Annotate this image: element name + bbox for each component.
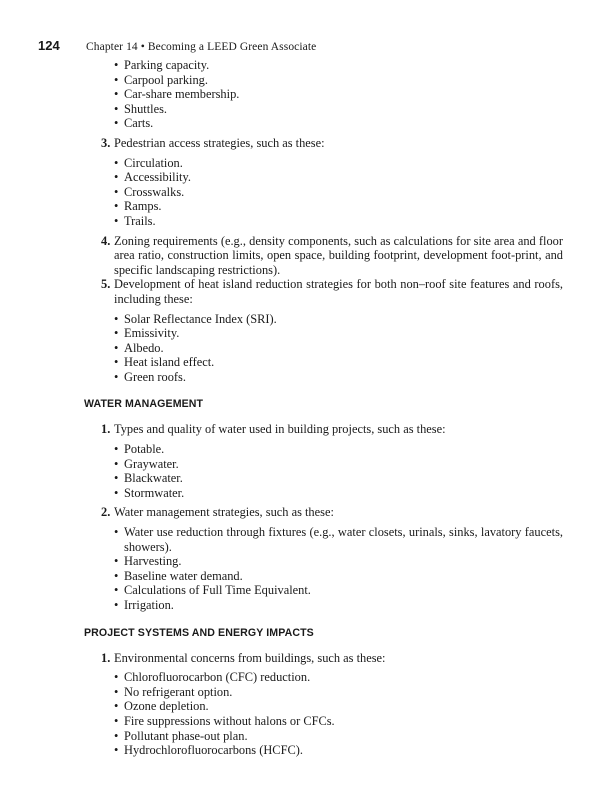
item-number: 1. [101, 422, 111, 437]
bullet-icon: • [114, 355, 119, 370]
list-item: • Graywater. [114, 456, 179, 471]
list-item: • Baseline water demand. [114, 568, 243, 583]
bullet-icon: • [114, 369, 119, 384]
list-item: • Albedo. [114, 340, 164, 355]
list-item: • Pollutant phase-out plan. [114, 728, 248, 743]
list-item: • Ramps. [114, 199, 162, 214]
bullet-icon: • [114, 87, 119, 102]
list-item: • Shuttles. [114, 101, 168, 116]
list-item: • Potable. [114, 442, 165, 457]
list-item: • Car-share membership. [114, 87, 240, 102]
list-item: • Carpool parking. [114, 72, 208, 87]
list-item: • Harvesting. [114, 554, 182, 569]
bullet-icon: • [114, 58, 119, 72]
numbered-item [0, 505, 601, 520]
bullet-icon: • [114, 525, 119, 540]
list-item: • Blackwater. [114, 471, 183, 486]
bullet-icon: • [114, 583, 119, 598]
bullet-list [0, 312, 601, 385]
list-item: • Fire suppressions without halons or CFCs. [114, 713, 335, 728]
list-item: • Calculations of Full Time Equivalent. [114, 583, 311, 598]
list-item: • Trails. [114, 213, 156, 228]
item-number: 4. [101, 233, 111, 248]
list-item: • Carts. [114, 116, 154, 131]
item-text: Types and quality of water used in building projects, such as these: [114, 422, 446, 437]
bullet-icon: • [114, 471, 119, 486]
bullet-icon: • [114, 170, 119, 185]
list-item: • Water use reduction through fixtures (e.g., water closets, urinals, sinks, lavatory faucets, showers). [114, 525, 563, 554]
numbered-item [0, 136, 601, 151]
bullet-icon: • [114, 743, 119, 758]
bullet-icon: • [114, 213, 119, 228]
bullet-icon: • [114, 554, 119, 569]
list-item: • Heat island effect. [114, 355, 215, 370]
list-item: • Emissivity. [114, 326, 180, 341]
list-item: • Circulation. [114, 155, 183, 170]
list-item: • Accessibility. [114, 170, 191, 185]
numbered-item [0, 651, 601, 666]
bullet-icon: • [114, 72, 119, 87]
bullet-icon: • [114, 670, 119, 685]
chapter-title: Chapter 14 • Becoming a LEED Green Associate [86, 41, 317, 53]
bullet-icon: • [114, 598, 119, 612]
running-head [38, 38, 568, 53]
item-number: 2. [101, 505, 111, 520]
bullet-icon: • [114, 485, 119, 500]
item-text: Environmental concerns from buildings, such as these: [114, 650, 386, 665]
bullet-list [0, 525, 601, 613]
item-text: Development of heat island reduction strategies for both non–roof site features and roofs, including these: [114, 277, 563, 306]
bullet-icon: • [114, 116, 119, 131]
numbered-item [0, 277, 601, 306]
item-text: Zoning requirements (e.g., density components, such as calculations for site area and floor area ratio, construction limits, open space, building footprint, development foot-print, and specific landscaping restrictions). [114, 233, 563, 277]
list-item: • Green roofs. [114, 369, 186, 384]
bullet-icon: • [114, 699, 119, 714]
bullet-icon: • [114, 155, 119, 170]
numbered-item [0, 234, 601, 278]
list-item: • Hydrochlorofluorocarbons (HCFC). [114, 743, 303, 758]
list-item: • Solar Reflectance Index (SRI). [114, 311, 277, 326]
list-item: • Stormwater. [114, 485, 185, 500]
bullet-icon: • [114, 713, 119, 728]
item-text: Water management strategies, such as these: [114, 505, 334, 520]
list-item: • No refrigerant option. [114, 684, 233, 699]
bullet-list [0, 442, 601, 500]
list-item: • Parking capacity. [114, 58, 210, 72]
item-number: 5. [101, 277, 111, 292]
intro-bullet-list [0, 58, 601, 131]
item-text: Pedestrian access strategies, such as these: [114, 135, 325, 150]
bullet-icon: • [114, 568, 119, 583]
bullet-icon: • [114, 326, 119, 341]
numbered-item [0, 422, 601, 437]
bullet-icon: • [114, 442, 119, 457]
list-item: • Chlorofluorocarbon (CFC) reduction. [114, 670, 311, 685]
bullet-icon: • [114, 456, 119, 471]
bullet-icon: • [114, 684, 119, 699]
page-number: 124 [38, 38, 60, 53]
section-heading-energy: PROJECT SYSTEMS AND ENERGY IMPACTS [84, 626, 314, 639]
bullet-icon: • [114, 199, 119, 214]
item-number: 3. [101, 135, 111, 150]
section-heading-water: WATER MANAGEMENT [84, 398, 204, 411]
bullet-list [0, 670, 601, 758]
bullet-list [0, 156, 601, 229]
list-item: • Irrigation. [114, 598, 174, 612]
list-item: • Ozone depletion. [114, 699, 209, 714]
item-number: 1. [101, 650, 111, 665]
page-content [0, 58, 601, 758]
bullet-icon: • [114, 184, 119, 199]
bullet-icon: • [114, 311, 119, 326]
list-item: • Crosswalks. [114, 184, 185, 199]
bullet-icon: • [114, 340, 119, 355]
bullet-icon: • [114, 101, 119, 116]
bullet-icon: • [114, 728, 119, 743]
